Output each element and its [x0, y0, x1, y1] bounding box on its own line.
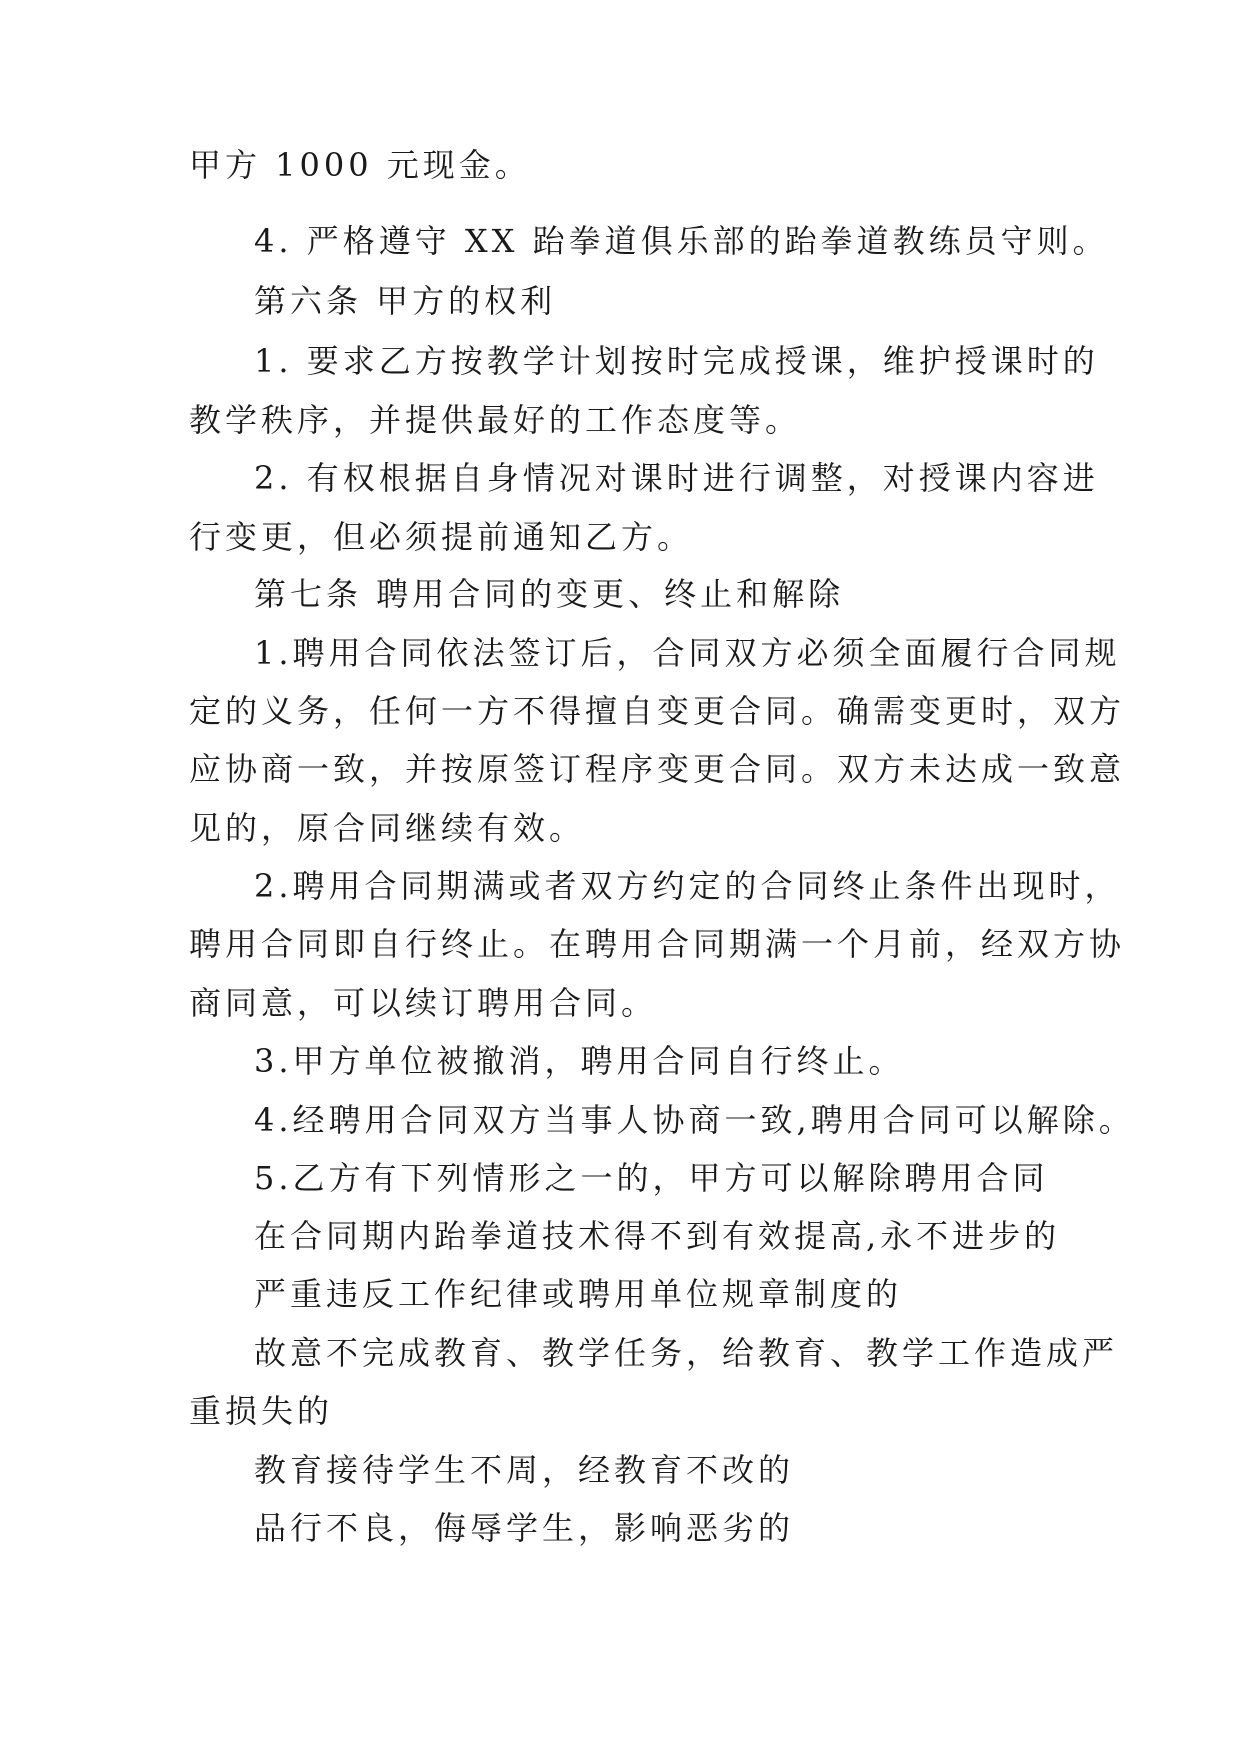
text-line: 应协商一致，并按原签订程序变更合同。双方未达成一致意	[189, 750, 1126, 788]
text-line: 2. 有权根据自身情况对课时进行调整，对授课内容进	[254, 459, 1099, 497]
text-line: 聘用合同即自行终止。在聘用合同期满一个月前，经双方协	[189, 925, 1126, 963]
text-line: 见的，原合同继续有效。	[189, 809, 586, 847]
text-line: 1. 要求乙方按教学计划按时完成授课，维护授课时的	[254, 342, 1099, 380]
text-line: 重损失的	[189, 1392, 334, 1430]
text-line: 行变更，但必须提前通知乙方。	[189, 518, 694, 556]
text-line: 教育接待学生不周，经教育不改的	[254, 1451, 795, 1489]
text-line: 甲方 1000 元现金。	[189, 146, 531, 184]
text-line: 1.聘用合同依法签订后，合同双方必须全面履行合同规	[254, 634, 1121, 672]
text-line: 5.乙方有下列情形之一的，甲方可以解除聘用合同	[254, 1159, 1049, 1197]
section-heading: 第六条 甲方的权利	[254, 282, 557, 320]
text-line: 商同意，可以续订聘用合同。	[189, 984, 658, 1022]
section-heading: 第七条 聘用合同的变更、终止和解除	[254, 575, 845, 613]
text-line: 故意不完成教育、教学任务，给教育、教学工作造成严	[254, 1334, 1119, 1372]
text-line: 品行不良，侮辱学生，影响恶劣的	[254, 1509, 795, 1547]
text-line: 4. 严格遵守 XX 跆拳道俱乐部的跆拳道教练员守则。	[254, 222, 1109, 260]
text-line: 教学秩序，并提供最好的工作态度等。	[189, 401, 802, 439]
text-line: 2.聘用合同期满或者双方约定的合同终止条件出现时，	[254, 867, 1121, 905]
text-line: 严重违反工作纪律或聘用单位规章制度的	[254, 1275, 903, 1313]
text-line: 在合同期内跆拳道技术得不到有效提高,永不进步的	[254, 1217, 1061, 1255]
text-line: 3.甲方单位被撤消，聘用合同自行终止。	[254, 1042, 905, 1080]
text-line: 定的义务，任何一方不得擅自变更合同。确需变更时，双方	[189, 692, 1126, 730]
text-line: 4.经聘用合同双方当事人协商一致,聘用合同可以解除。	[254, 1101, 1135, 1139]
